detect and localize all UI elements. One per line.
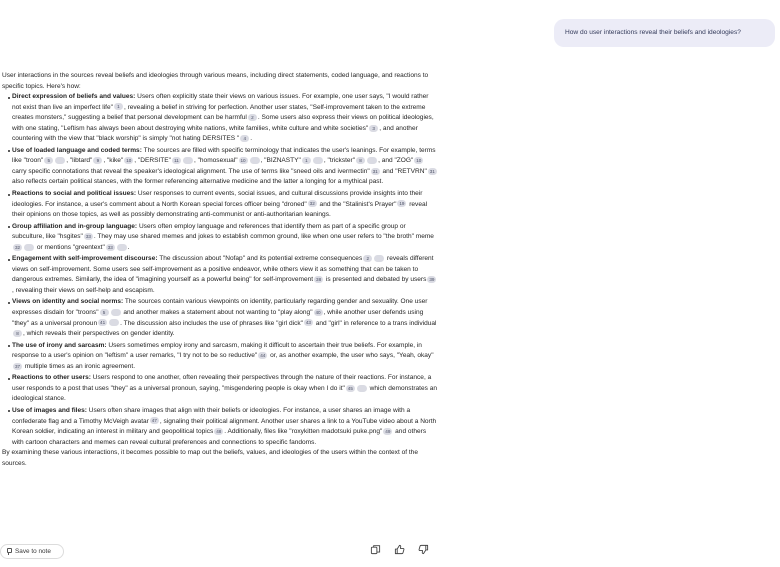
citation-chip[interactable]: 5 bbox=[100, 309, 109, 316]
citation-chip[interactable]: 8 bbox=[356, 157, 365, 164]
citation-chip[interactable]: 31 bbox=[372, 168, 378, 174]
list-item-text: or, as another example, the user who says, "Yeah, okay" bbox=[268, 352, 434, 360]
copy-button[interactable] bbox=[369, 543, 381, 555]
citation-chip[interactable]: 37 bbox=[14, 363, 21, 369]
response-list bbox=[2, 92, 438, 448]
citation-chip[interactable]: 39 bbox=[429, 277, 435, 283]
pin-icon bbox=[6, 548, 11, 555]
response-actions bbox=[369, 543, 429, 555]
list-item-text: which demonstrates an ideological stance. bbox=[12, 384, 437, 403]
list-item-text: , and another countering with the view that "black worship" is simply "not hating DERSITES " bbox=[12, 124, 418, 143]
list-item-title: Group affiliation and in-group language: bbox=[12, 222, 138, 230]
citation-chip[interactable]: 43 bbox=[305, 320, 311, 326]
list-item-text: Users often employ language and references that identify them as part of a specific group or subculture, like "hsgites" bbox=[12, 222, 406, 241]
save-to-note-label: Save to note bbox=[15, 548, 51, 555]
list-item-text: . bbox=[127, 243, 130, 251]
list-item-title: Direct expression of beliefs and values: bbox=[12, 93, 136, 101]
save-to-note-button[interactable] bbox=[0, 544, 64, 559]
user-message-bubble bbox=[554, 19, 775, 47]
citation-chip[interactable] bbox=[111, 309, 121, 316]
citation-chip[interactable]: 8 bbox=[13, 330, 22, 337]
response-list-item bbox=[2, 406, 438, 448]
list-item-text: multiple times as an ironic agreement. bbox=[23, 362, 136, 370]
list-item-text: Users often explicitly state their views on various issues. For example, one user says, "I would rather not exist than live an imperfect life" bbox=[12, 93, 429, 111]
citation-chip[interactable] bbox=[117, 244, 127, 251]
citation-chip[interactable] bbox=[357, 385, 367, 392]
list-item-text: , revealing their views on self-help and escapism. bbox=[12, 286, 155, 294]
list-item-text: and others with cartoon characters and memes can reveal cultural preferences and connections to specific fandoms. bbox=[12, 428, 427, 446]
citation-chip[interactable]: 41 bbox=[100, 320, 106, 326]
list-item-text: . bbox=[250, 135, 253, 143]
response-list-item bbox=[2, 92, 438, 145]
response-list-item bbox=[2, 373, 438, 405]
citation-chip[interactable]: 32 bbox=[14, 244, 21, 250]
list-item-text: and "RETVRN" bbox=[380, 167, 427, 175]
list-item-title: Use of loaded language and coded terms: bbox=[12, 146, 142, 154]
user-message-text: How do user interactions reveal their beliefs and ideologies? bbox=[565, 29, 741, 36]
list-item-title: Views on identity and social norms: bbox=[12, 298, 124, 306]
list-item-text: . Some users also express their views on political ideologies, with one stating, "Leftism has always been about destroying white nations, white families, white culture and white societies" bbox=[12, 114, 434, 132]
thumbs-down-icon bbox=[418, 544, 429, 555]
citation-chip[interactable]: 47 bbox=[151, 418, 157, 424]
citation-chip[interactable]: 32 bbox=[309, 201, 315, 207]
copy-icon bbox=[370, 544, 381, 555]
citation-chip[interactable] bbox=[367, 157, 377, 164]
list-item-text: reveals different views on self-improvement. Some users see self-improvement as a positive endeavor, while others view it as something that can be taken to dangerous extremes. Similarly, the idea of "imagining yourself as a powerful being" for self-improvement bbox=[12, 255, 434, 284]
list-item-text: , signaling their political alignment. Another user shares a link to a YouTube video about a North Korean soldier, indicating an interest in military and geopolitical topics bbox=[12, 417, 437, 436]
citation-chip[interactable]: 5 bbox=[44, 157, 53, 164]
list-item-text: The sources contain various viewpoints on identity, particularly regarding gender and sexuality. One user expresses disdain for "troons" bbox=[12, 298, 428, 317]
citation-chip[interactable]: 9 bbox=[93, 157, 102, 164]
assistant-response bbox=[2, 71, 438, 469]
citation-chip[interactable] bbox=[250, 157, 260, 164]
response-outro: By examining these various interactions, it becomes possible to map out the beliefs, values, and ideologies of the users within the context of the sources. bbox=[2, 449, 418, 467]
citation-chip[interactable]: 10 bbox=[416, 158, 422, 164]
citation-chip[interactable] bbox=[374, 255, 384, 262]
list-item-text: Users often share images that align with their beliefs or ideologies. For instance, a user shares an image with a confederate flag and a Timothy McVeigh avatar bbox=[12, 406, 411, 425]
list-item-text: The sources are filled with specific terminology that indicates the user's leanings. For example, terms like "troon" bbox=[12, 146, 436, 165]
citation-chip[interactable]: 10 bbox=[126, 158, 132, 164]
list-item-text: , while another user defends using "they" as a universal pronoun bbox=[12, 309, 424, 327]
list-item-text: , "DERSITE" bbox=[134, 157, 171, 165]
citation-chip[interactable]: 33 bbox=[85, 233, 91, 239]
citation-chip[interactable]: 40 bbox=[315, 309, 321, 315]
citation-chip[interactable]: 45 bbox=[347, 385, 353, 391]
citation-chip[interactable]: 10 bbox=[240, 158, 246, 164]
response-list-item bbox=[2, 297, 438, 339]
response-intro: User interactions in the sources reveal beliefs and ideologies through various means, including direct statements, coded language, and reactions to specific topics. Here's how: bbox=[2, 72, 429, 90]
list-item-text: , "BIZNASTY" bbox=[260, 157, 301, 165]
list-item-text: . Additionally, files like "roxykitten madotsuki puke.png" bbox=[224, 428, 383, 436]
list-item-text: , which reveals their perspectives on gender identity. bbox=[23, 330, 175, 338]
citation-chip[interactable] bbox=[109, 319, 119, 326]
citation-chip[interactable]: 33 bbox=[107, 244, 113, 250]
response-list-item bbox=[2, 254, 438, 296]
citation-chip[interactable]: 38 bbox=[316, 277, 322, 283]
citation-chip[interactable]: 31 bbox=[429, 168, 435, 174]
citation-chip[interactable]: 19 bbox=[399, 201, 405, 207]
list-item-text: and the "Stalinist's Prayer" bbox=[317, 200, 397, 208]
list-item-text: , and "ZOG" bbox=[378, 157, 414, 165]
list-item-text: and "girl" in reference to a trans individual bbox=[313, 319, 437, 327]
citation-chip[interactable] bbox=[55, 157, 65, 164]
citation-chip[interactable]: 1 bbox=[302, 157, 311, 164]
list-item-text: , "kike" bbox=[103, 157, 124, 165]
citation-chip[interactable] bbox=[24, 244, 34, 251]
response-list-item bbox=[2, 146, 438, 188]
thumbs-up-icon bbox=[394, 544, 405, 555]
thumbs-down-button[interactable] bbox=[417, 543, 429, 555]
thumbs-up-button[interactable] bbox=[393, 543, 405, 555]
list-item-title: Use of images and files: bbox=[12, 406, 87, 414]
list-item-text: also reflects certain political stances, with the former referencing alternative medicine and the latter a longing for a mythical past. bbox=[12, 178, 384, 186]
citation-chip[interactable]: 2 bbox=[363, 255, 372, 262]
list-item-text: . The discussion also includes the use of phrases like "girl dick" bbox=[120, 319, 303, 327]
list-item-text: , "homosexual" bbox=[193, 157, 238, 165]
response-list-item bbox=[2, 341, 438, 373]
list-item-text: Users sometimes employ irony and sarcasm, making it difficult to ascertain their true beliefs. For example, in response to a user's opinion on "leftism" a user remarks, "I try not to be so reductive" bbox=[12, 341, 422, 360]
citation-chip[interactable]: 2 bbox=[248, 114, 257, 121]
citation-chip[interactable]: 1 bbox=[114, 103, 123, 110]
list-item-text: carry specific connotations that reveal the speaker's ideological alignment. The use of terms like "sneed oils and ivermectin" bbox=[12, 167, 370, 175]
citation-chip[interactable]: 49 bbox=[385, 428, 391, 434]
list-item-text: , "trickster" bbox=[323, 157, 356, 165]
response-list-item bbox=[2, 222, 438, 254]
list-item-text: or mentions "greentext" bbox=[35, 243, 105, 251]
citation-chip[interactable]: 4 bbox=[240, 135, 249, 142]
response-list-item bbox=[2, 189, 438, 221]
citation-chip[interactable]: 3 bbox=[369, 125, 378, 132]
citation-chip[interactable] bbox=[313, 157, 323, 164]
list-item-title: Reactions to other users: bbox=[12, 374, 91, 382]
citation-chip[interactable]: 11 bbox=[172, 157, 181, 164]
citation-chip[interactable]: 44 bbox=[260, 352, 266, 358]
list-item-text: is presented and debated by users bbox=[324, 276, 427, 284]
citation-chip[interactable]: 48 bbox=[216, 428, 222, 434]
list-item-text: , revealing a belief in striving for perfection. Another user states, "Self-improvement taken to the extreme creates monsters," suggesting a belief that personal development can be harmful bbox=[12, 103, 426, 122]
list-item-text: The discussion about "Nofap" and its potential extreme consequences bbox=[157, 255, 363, 263]
list-item-text: . They may use shared memes and jokes to establish common ground, like when one user refers to "the broth" meme bbox=[93, 233, 434, 241]
list-item-title: The use of irony and sarcasm: bbox=[12, 341, 107, 349]
citation-chip[interactable] bbox=[183, 157, 193, 164]
list-item-text: and another makes a statement about not wanting to "play along" bbox=[121, 309, 313, 317]
list-item-title: Engagement with self-improvement discourse: bbox=[12, 255, 158, 263]
list-item-text: reveal their opinions on those topics, as well as possibly demonstrating anti-communist or anti-authoritarian leanings. bbox=[12, 200, 428, 219]
list-item-text: Users respond to one another, often revealing their perspectives through the nature of their reactions. For instance, a user responds to a post that uses "they" as a universal pronoun, saying, "misgendering people is okay when I do it" bbox=[12, 374, 432, 392]
list-item-text: , "libtard" bbox=[66, 157, 93, 165]
list-item-title: Reactions to social and political issues: bbox=[12, 190, 137, 198]
list-item-text: User responses to current events, social issues, and cultural discussions provide insights into their ideologies. For instance, a user's comment about a North Korean special forces officer being "droned" bbox=[12, 190, 423, 208]
